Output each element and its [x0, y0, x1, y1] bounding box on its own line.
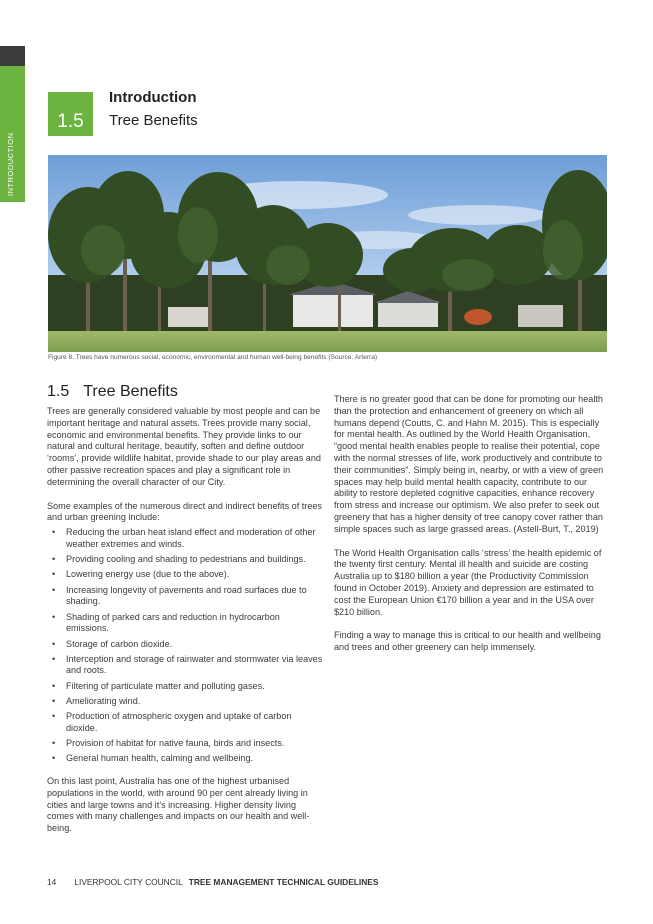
page-title: Tree Benefits: [109, 112, 198, 129]
health-paragraph: There is no greater good that can be done for promoting our health than the protection and enhancement of greenery on which all humans depend (Coutts, C. and Hahn M. 2015). This is especially for mental health. As outlined by the World Health Organisation, “good mental health enables people to realise their potential, cope with the normal stresses of life, work productively and contribute to their communities”. Simply being in, nearby, or with a view of green spaces may help build mental health capacity, contribute to our ability to restore depleted cognitive capacities, enhance recovery from stress and increase our optimism. We also prefer to seek out greenery that has a higher density of tree canopy cover rather than simple spaces such as large grassed areas. (Astell-Burt, T., 2019): [334, 394, 604, 534]
closing-paragraph: On this last point, Australia has one of the highest urbanised populations in the world, with around 90 per cent already living in cities and large towns and it’s increasing. Higher density living comes with many challenges and impacts on our health and well-being.: [47, 776, 310, 834]
list-item: • Increasing longevity of pavements and road surfaces due to shading.: [52, 584, 307, 607]
benefits-list: [47, 527, 325, 765]
side-tab-label: INTRODUCTION: [6, 132, 15, 196]
section-number-badge: 1.5: [48, 92, 93, 136]
list-item: • Interception and storage of rainwater and stormwater via leaves and roots.: [52, 653, 323, 676]
list-item: • Reducing the urban heat island effect and moderation of other weather extremes and winds.: [52, 527, 316, 549]
list-intro-paragraph: Some examples of the numerous direct and indirect benefits of trees and urban greening include:: [47, 500, 322, 523]
section-heading: [47, 383, 178, 401]
chapter-title: Introduction: [109, 89, 197, 106]
conclusion-paragraph: Finding a way to manage this is critical to our health and wellbeing and trees and other greenery can help immensely.: [334, 630, 601, 653]
section-heading-number: 1.5: [47, 383, 70, 400]
list-item: • Provision of habitat for native fauna, birds and insects.: [52, 738, 285, 749]
side-tab-dark: [0, 46, 25, 66]
list-item: • Filtering of particulate matter and polluting gases.: [52, 680, 265, 691]
footer-document-title: TREE MANAGEMENT TECHNICAL GUIDELINES: [188, 877, 379, 887]
intro-paragraph: Trees are generally considered valuable by most people and can be important heritage and natural assets. Trees provide many social, economic and environmental benefits. They provide links to our natural and cultural heritage, beautify, soften and define outdoor ‘rooms’, provide wildlife habitat, provide shade to our play areas and other passive recreation spaces and play a significant role in determining the overall character of our City.: [47, 406, 321, 487]
list-item: • Production of atmospheric oxygen and uptake of carbon dioxide.: [52, 711, 292, 733]
park-trees-photo: [48, 155, 607, 352]
footer-organisation: LIVERPOOL CITY COUNCIL: [74, 877, 183, 887]
list-item: • Lowering energy use (due to the above).: [52, 569, 230, 580]
section-heading-title: Tree Benefits: [83, 383, 178, 400]
list-item: • Providing cooling and shading to pedestrians and buildings.: [52, 554, 306, 565]
list-item: • General human health, calming and wellbeing.: [52, 753, 254, 764]
right-column: [334, 394, 608, 666]
stress-paragraph: The World Health Organisation calls ‘stress’ the health epidemic of the twenty first century. Mental ill health and suicide are costing Australia up to $180 billion a year (the Productivity Commission found in October 2019). Anxiety and depression are estimated to cost the European Union €170 billion a year and in the USA over $210 billion.: [334, 547, 602, 617]
list-item: • Ameliorating wind.: [52, 695, 141, 706]
left-column: [47, 406, 325, 847]
list-item: • Storage of carbon dioxide.: [52, 638, 173, 649]
page-number: 14: [47, 877, 57, 887]
page-footer: [47, 877, 378, 887]
list-item: • Shading of parked cars and reduction in hydrocarbon emissions.: [52, 611, 280, 634]
figure-caption: Figure 8. Trees have numerous social, economic, environmental and human well-being benefits (Source: Arterra): [48, 354, 378, 361]
